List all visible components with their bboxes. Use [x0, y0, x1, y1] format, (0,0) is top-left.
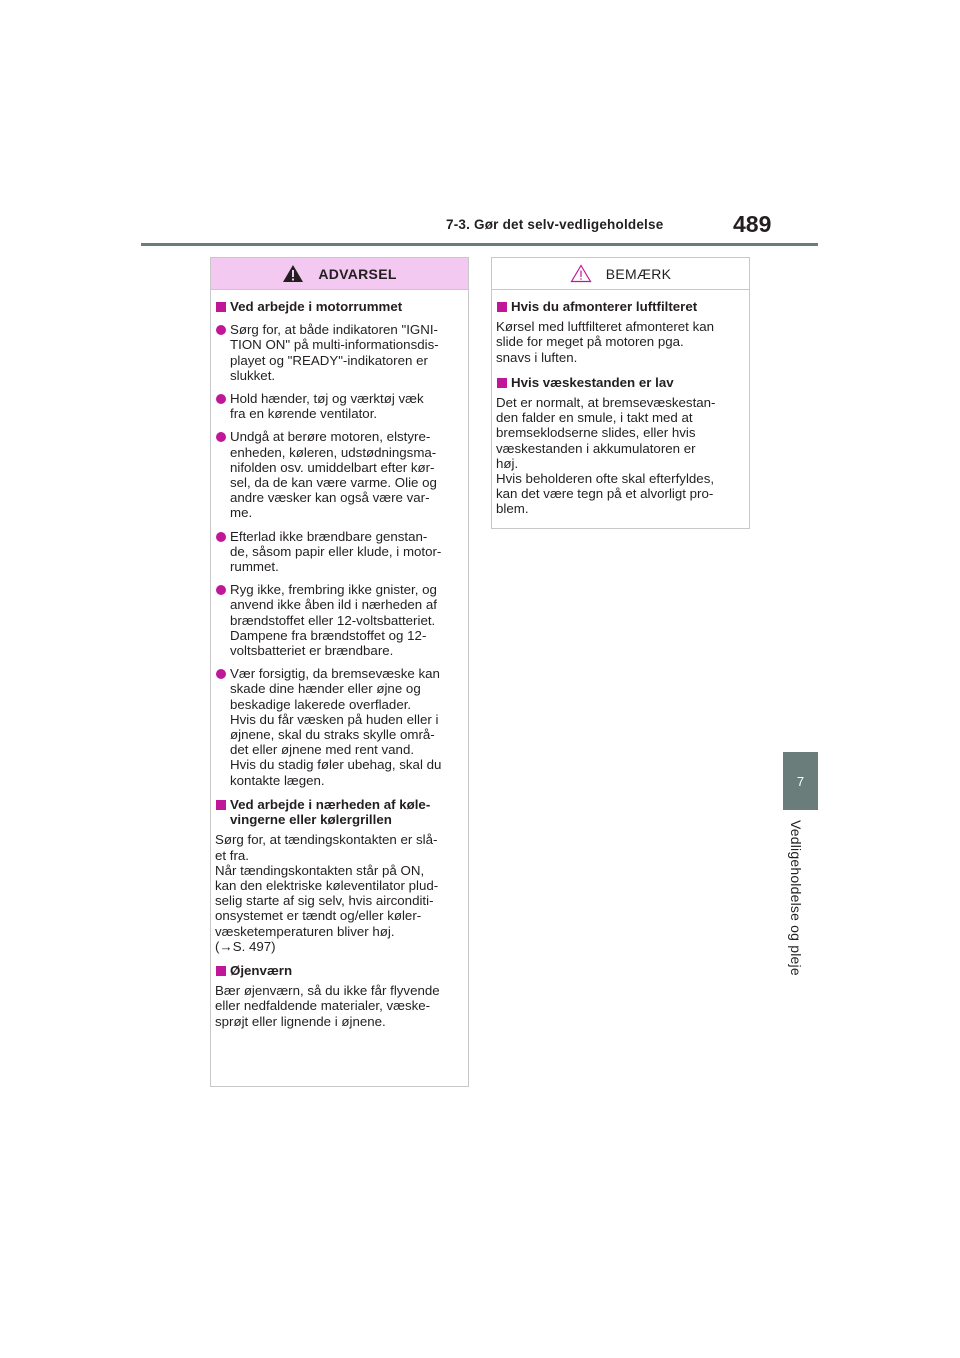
square-bullet-icon — [216, 302, 226, 312]
list-item — [215, 582, 462, 658]
round-bullet-icon — [216, 394, 226, 404]
warning-box — [210, 257, 469, 1087]
list-item-text: Vær forsigtig, da bremsevæske kan skade dine hænder eller øjne og beskadige lakerede overflader. Hvis du får væsken på huden eller i øjnene, skal du straks skylle områ- det eller øjnene med rent vand. Hvis du stadig føler ubehag, skal du kontakte lægen. — [230, 666, 442, 788]
notice-box-header — [492, 258, 749, 290]
section-title-text: Hvis du afmonterer luftfilteret — [511, 299, 698, 314]
square-bullet-icon — [216, 966, 226, 976]
section-title — [496, 375, 743, 390]
list-item-text: Efterlad ikke brændbare genstan- de, såsom papir eller klude, i motor- rummet. — [230, 528, 442, 575]
section-title — [215, 299, 462, 314]
section-title — [215, 797, 462, 827]
warning-box-header — [211, 258, 468, 290]
list-item — [215, 391, 462, 421]
round-bullet-icon — [216, 585, 226, 595]
list-item-text: Undgå at berøre motoren, elstyre- enheden, køleren, udstødningsma- nifolden osv. umiddelbart efter kør- sel, da de kan være varme. Olie og andre væsker kan også være var- me. — [230, 429, 437, 521]
notice-heading: BEMÆRK — [605, 265, 672, 282]
section-title — [215, 963, 462, 978]
list-item — [215, 322, 462, 383]
section-paragraph: Sørg for, at tændingskontakten er slå- et fra. Når tændingskontakten står på ON, kan den elektriske køleventilator plud- selig starte af sig selv, hvis airconditi- onsystemet er tændt og/eller køler- væsketemperaturen bliver høj. (→S. 497) — [215, 832, 439, 954]
square-bullet-icon — [497, 378, 507, 388]
list-item — [215, 666, 462, 788]
page-number: 489 — [733, 211, 772, 237]
section-paragraph: Bær øjenværn, så du ikke får flyvende eller nedfaldende materialer, væske- sprøjt eller lignende i øjnene. — [215, 983, 440, 1029]
round-bullet-icon — [216, 325, 226, 335]
chapter-side-title: Vedligeholdelse og pleje — [788, 820, 804, 976]
section-paragraph: Kørsel med luftfilteret afmonteret kan slide for meget på motoren pga. snavs i luften. — [496, 319, 715, 365]
section-title-text: Hvis væskestanden er lav — [511, 374, 674, 390]
list-item-text: Sørg for, at både indikatoren "IGNI- TION ON" på multi-informationsdis- playet og "READY"-indikatoren er slukket. — [230, 322, 439, 383]
header-rule — [141, 243, 818, 246]
round-bullet-icon — [216, 432, 226, 442]
warning-triangle-icon — [282, 264, 304, 283]
section-title-text: Øjenværn — [230, 962, 293, 978]
section-title-text: Ved arbejde i nærheden af køle- vingerne eller kølergrillen — [230, 796, 431, 828]
section-title-text: Ved arbejde i motorrummet — [230, 299, 403, 314]
caution-triangle-outline-icon — [570, 264, 592, 283]
notice-box — [491, 257, 750, 529]
round-bullet-icon — [216, 532, 226, 542]
warning-heading: ADVARSEL — [318, 265, 397, 282]
list-item — [215, 429, 462, 520]
square-bullet-icon — [497, 302, 507, 312]
list-item — [215, 529, 462, 575]
round-bullet-icon — [216, 669, 226, 679]
list-item-text: Hold hænder, tøj og værktøj væk fra en kørende ventilator. — [230, 391, 424, 422]
list-item-text: Ryg ikke, frembring ikke gnister, og anvend ikke åben ild i nærheden af brændstoffet eller 12-voltsbatteriet. Dampene fra brændstoffet og 12- voltsbatteriet er brændbare. — [230, 582, 437, 659]
section-title — [496, 299, 743, 314]
section-paragraph: Det er normalt, at bremsevæskestan- den falder en smule, i takt med at bremseklodserne slides, eller hvis væskestanden i akkumulatoren er høj. Hvis beholderen ofte skal efterfyldes, kan det være tegn på et alvorligt pro- blem. — [496, 395, 716, 517]
square-bullet-icon — [216, 800, 226, 810]
section-header-title: 7-3. Gør det selv-vedligeholdelse — [446, 217, 664, 232]
chapter-number: 7 — [796, 773, 805, 789]
chapter-tab[interactable] — [783, 752, 818, 810]
